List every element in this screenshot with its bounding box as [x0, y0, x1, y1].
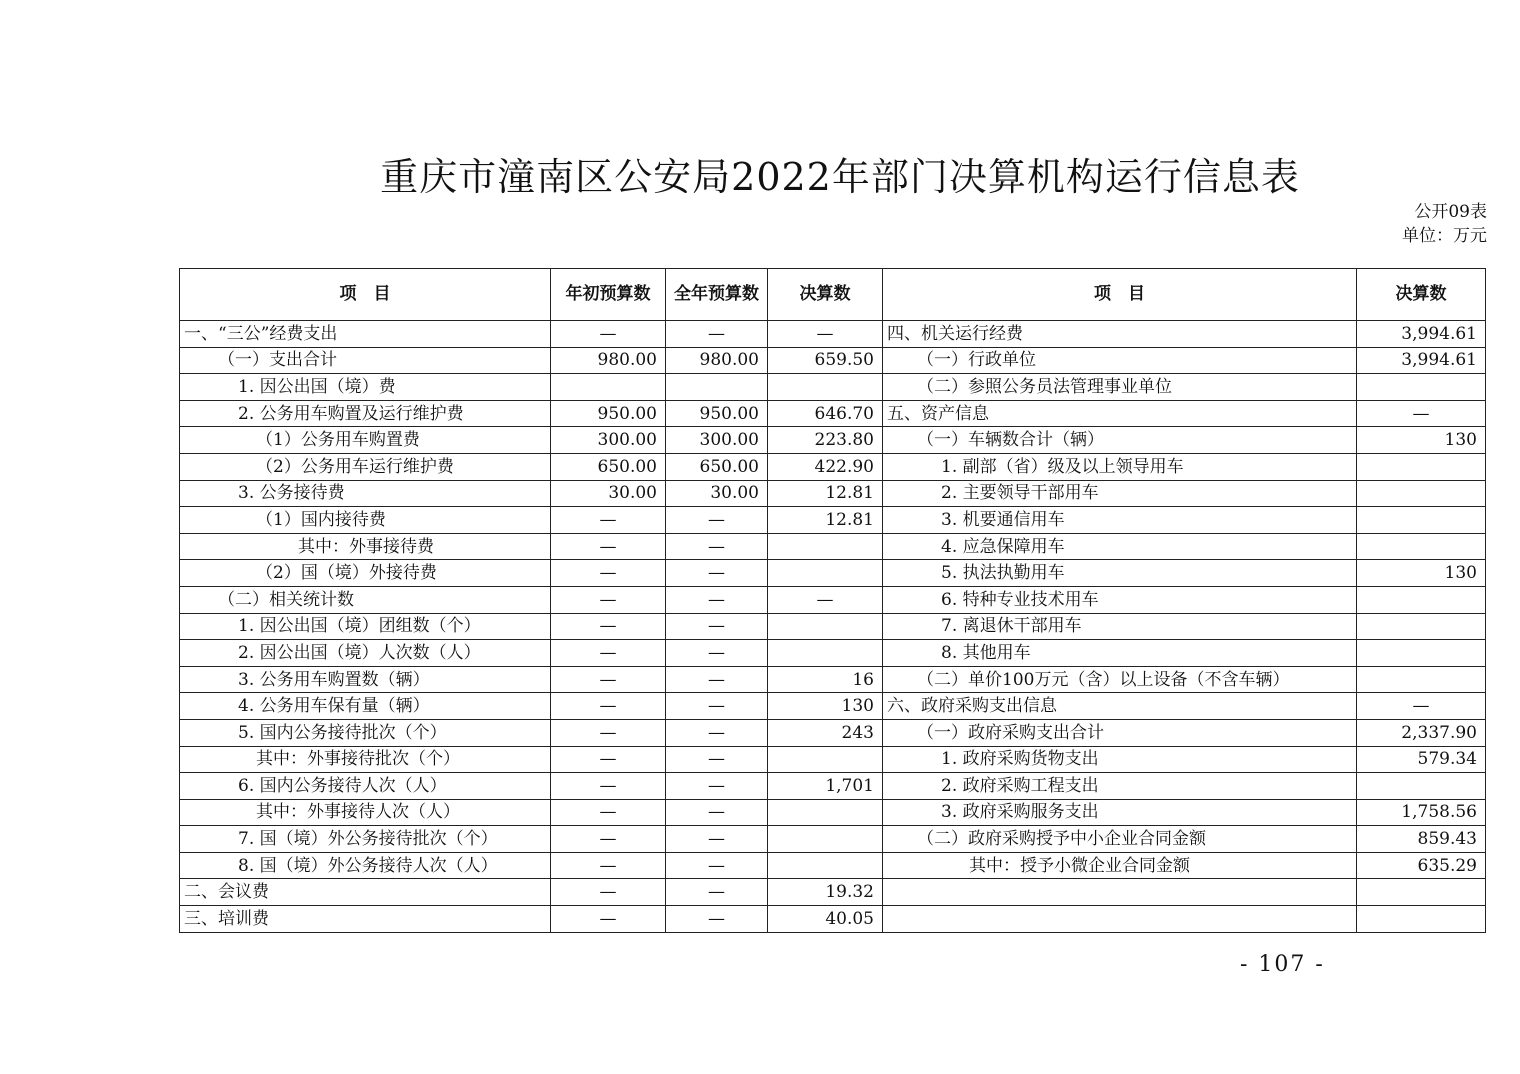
row-budget-full: —: [666, 879, 768, 906]
row-item-right: 六、政府采购支出信息: [883, 693, 1357, 720]
row-budget-initial: —: [551, 826, 666, 853]
row-item-right: 2. 政府采购工程支出: [883, 773, 1357, 800]
row-item-right: （二）参照公务员法管理事业单位: [883, 374, 1357, 401]
table-row: [180, 879, 1486, 906]
row-budget-initial: —: [551, 799, 666, 826]
table-row: [180, 321, 1486, 348]
row-final: 12.81: [768, 480, 883, 507]
row-budget-full: —: [666, 666, 768, 693]
row-final: —: [768, 586, 883, 613]
row-budget-full: —: [666, 560, 768, 587]
row-final: [768, 826, 883, 853]
row-budget-initial: —: [551, 719, 666, 746]
row-budget-initial: —: [551, 693, 666, 720]
row-item-right: （一）政府采购支出合计: [883, 719, 1357, 746]
form-number: 公开09表: [1414, 202, 1487, 222]
table-row: [180, 347, 1486, 374]
row-item-left: 三、培训费: [180, 906, 551, 933]
row-final-right: 579.34: [1357, 746, 1486, 773]
row-budget-initial: 30.00: [551, 480, 666, 507]
row-item-left: （1）公务用车购置费: [180, 427, 551, 454]
row-item-left: 2. 因公出国（境）人次数（人）: [180, 640, 551, 667]
unit-label: 单位：万元: [1402, 226, 1487, 246]
row-final-right: 1,758.56: [1357, 799, 1486, 826]
row-budget-full: —: [666, 586, 768, 613]
row-final-right: [1357, 906, 1486, 933]
table-row: [180, 507, 1486, 534]
row-item-left: 一、“三公”经费支出: [180, 321, 551, 348]
table-row: [180, 719, 1486, 746]
row-final-right: [1357, 453, 1486, 480]
table-row: [180, 852, 1486, 879]
row-item-right: 2. 主要领导干部用车: [883, 480, 1357, 507]
row-budget-full: —: [666, 321, 768, 348]
row-budget-full: [666, 374, 768, 401]
row-budget-full: —: [666, 613, 768, 640]
row-item-right: 6. 特种专业技术用车: [883, 586, 1357, 613]
table-row: [180, 374, 1486, 401]
row-item-left: 其中：外事接待人次（人）: [180, 799, 551, 826]
row-final: —: [768, 321, 883, 348]
row-final: 40.05: [768, 906, 883, 933]
row-budget-full: —: [666, 746, 768, 773]
table-row: [180, 773, 1486, 800]
row-item-left: 二、会议费: [180, 879, 551, 906]
row-budget-full: —: [666, 640, 768, 667]
row-item-left: （1）国内接待费: [180, 507, 551, 534]
row-final-right: 130: [1357, 560, 1486, 587]
row-item-right: （一）行政单位: [883, 347, 1357, 374]
row-item-right: （二）单价100万元（含）以上设备（不含车辆）: [883, 666, 1357, 693]
row-budget-full: —: [666, 773, 768, 800]
row-budget-full: —: [666, 852, 768, 879]
table-row: [180, 586, 1486, 613]
row-final-right: 2,337.90: [1357, 719, 1486, 746]
row-item-left: 其中：外事接待批次（个）: [180, 746, 551, 773]
row-budget-full: —: [666, 799, 768, 826]
row-budget-initial: —: [551, 852, 666, 879]
row-final: 1,701: [768, 773, 883, 800]
row-item-right: （二）政府采购授予中小企业合同金额: [883, 826, 1357, 853]
row-final: 223.80: [768, 427, 883, 454]
row-item-left: 6. 国内公务接待人次（人）: [180, 773, 551, 800]
row-item-right: 8. 其他用车: [883, 640, 1357, 667]
row-item-right: [883, 879, 1357, 906]
table-header-row: [180, 269, 1486, 321]
row-final: [768, 640, 883, 667]
row-budget-initial: 650.00: [551, 453, 666, 480]
row-item-right: 5. 执法执勤用车: [883, 560, 1357, 587]
row-final-right: [1357, 613, 1486, 640]
table-row: [180, 453, 1486, 480]
row-item-right: 五、资产信息: [883, 400, 1357, 427]
row-budget-initial: —: [551, 507, 666, 534]
table-row: [180, 746, 1486, 773]
table-body: [180, 321, 1486, 933]
table-row: [180, 640, 1486, 667]
row-item-left: 1. 因公出国（境）团组数（个）: [180, 613, 551, 640]
row-final-right: [1357, 586, 1486, 613]
header-budget-initial: 年初预算数: [551, 269, 666, 321]
table-row: [180, 906, 1486, 933]
row-final-right: [1357, 879, 1486, 906]
row-final-right: 859.43: [1357, 826, 1486, 853]
row-item-right: 3. 政府采购服务支出: [883, 799, 1357, 826]
table-row: [180, 666, 1486, 693]
table-row: [180, 533, 1486, 560]
row-final-right: [1357, 374, 1486, 401]
table-row: [180, 799, 1486, 826]
row-item-right: 1. 政府采购货物支出: [883, 746, 1357, 773]
table-row: [180, 480, 1486, 507]
row-final: 243: [768, 719, 883, 746]
row-budget-full: —: [666, 507, 768, 534]
row-item-left: 1. 因公出国（境）费: [180, 374, 551, 401]
header-final: 决算数: [768, 269, 883, 321]
row-final-right: [1357, 666, 1486, 693]
row-budget-full: 950.00: [666, 400, 768, 427]
row-final: [768, 799, 883, 826]
row-item-left: 3. 公务接待费: [180, 480, 551, 507]
table-row: [180, 560, 1486, 587]
row-item-left: 4. 公务用车保有量（辆）: [180, 693, 551, 720]
row-budget-full: —: [666, 826, 768, 853]
header-item-right: 项 目: [883, 269, 1357, 321]
row-item-left: 8. 国（境）外公务接待人次（人）: [180, 852, 551, 879]
row-budget-initial: —: [551, 746, 666, 773]
row-budget-initial: [551, 374, 666, 401]
row-budget-full: —: [666, 533, 768, 560]
row-final: [768, 746, 883, 773]
row-final: 659.50: [768, 347, 883, 374]
row-item-right: （一）车辆数合计（辆）: [883, 427, 1357, 454]
table-row: [180, 400, 1486, 427]
header-final-right: 决算数: [1357, 269, 1486, 321]
row-budget-full: 300.00: [666, 427, 768, 454]
row-final-right: [1357, 640, 1486, 667]
row-budget-initial: —: [551, 666, 666, 693]
row-item-right: 四、机关运行经费: [883, 321, 1357, 348]
row-item-left: 7. 国（境）外公务接待批次（个）: [180, 826, 551, 853]
budget-table: [179, 268, 1486, 933]
table-row: [180, 613, 1486, 640]
row-final-right: [1357, 480, 1486, 507]
row-final: [768, 852, 883, 879]
table-row: [180, 693, 1486, 720]
row-budget-initial: 980.00: [551, 347, 666, 374]
row-budget-initial: —: [551, 906, 666, 933]
row-budget-initial: —: [551, 533, 666, 560]
row-item-left: （2）公务用车运行维护费: [180, 453, 551, 480]
row-final: [768, 533, 883, 560]
row-final-right: 3,994.61: [1357, 321, 1486, 348]
row-budget-full: —: [666, 693, 768, 720]
row-final-right: [1357, 507, 1486, 534]
row-budget-initial: 300.00: [551, 427, 666, 454]
row-item-right: 3. 机要通信用车: [883, 507, 1357, 534]
row-budget-full: —: [666, 719, 768, 746]
row-item-right: 其中：授予小微企业合同金额: [883, 852, 1357, 879]
row-item-left: （二）相关统计数: [180, 586, 551, 613]
row-budget-initial: 950.00: [551, 400, 666, 427]
table-row: [180, 826, 1486, 853]
row-final-right: [1357, 773, 1486, 800]
row-item-right: 4. 应急保障用车: [883, 533, 1357, 560]
row-budget-full: —: [666, 906, 768, 933]
row-budget-initial: —: [551, 560, 666, 587]
row-final: [768, 560, 883, 587]
row-final: 130: [768, 693, 883, 720]
page-title: 重庆市潼南区公安局2022年部门决算机构运行信息表: [380, 155, 1300, 199]
row-budget-full: 650.00: [666, 453, 768, 480]
row-budget-initial: —: [551, 586, 666, 613]
row-final: 19.32: [768, 879, 883, 906]
table-row: [180, 427, 1486, 454]
row-budget-initial: —: [551, 613, 666, 640]
row-item-left: （2）国（境）外接待费: [180, 560, 551, 587]
row-final: [768, 374, 883, 401]
row-final: 12.81: [768, 507, 883, 534]
row-budget-initial: —: [551, 773, 666, 800]
row-item-right: [883, 906, 1357, 933]
row-final: 646.70: [768, 400, 883, 427]
row-final-right: —: [1357, 400, 1486, 427]
row-budget-initial: —: [551, 640, 666, 667]
row-final-right: 635.29: [1357, 852, 1486, 879]
row-final: [768, 613, 883, 640]
row-item-left: 2. 公务用车购置及运行维护费: [180, 400, 551, 427]
row-item-right: 1. 副部（省）级及以上领导用车: [883, 453, 1357, 480]
header-item: 项 目: [180, 269, 551, 321]
row-final: 422.90: [768, 453, 883, 480]
row-item-left: 3. 公务用车购置数（辆）: [180, 666, 551, 693]
row-item-left: 5. 国内公务接待批次（个）: [180, 719, 551, 746]
row-budget-full: 30.00: [666, 480, 768, 507]
row-final-right: [1357, 533, 1486, 560]
row-item-left: （一）支出合计: [180, 347, 551, 374]
page-number: - 107 -: [1240, 952, 1325, 977]
header-budget-full: 全年预算数: [666, 269, 768, 321]
row-final-right: —: [1357, 693, 1486, 720]
row-final: 16: [768, 666, 883, 693]
row-item-right: 7. 离退休干部用车: [883, 613, 1357, 640]
row-budget-initial: —: [551, 879, 666, 906]
row-final-right: 3,994.61: [1357, 347, 1486, 374]
row-budget-initial: —: [551, 321, 666, 348]
row-budget-full: 980.00: [666, 347, 768, 374]
row-item-left: 其中：外事接待费: [180, 533, 551, 560]
row-final-right: 130: [1357, 427, 1486, 454]
